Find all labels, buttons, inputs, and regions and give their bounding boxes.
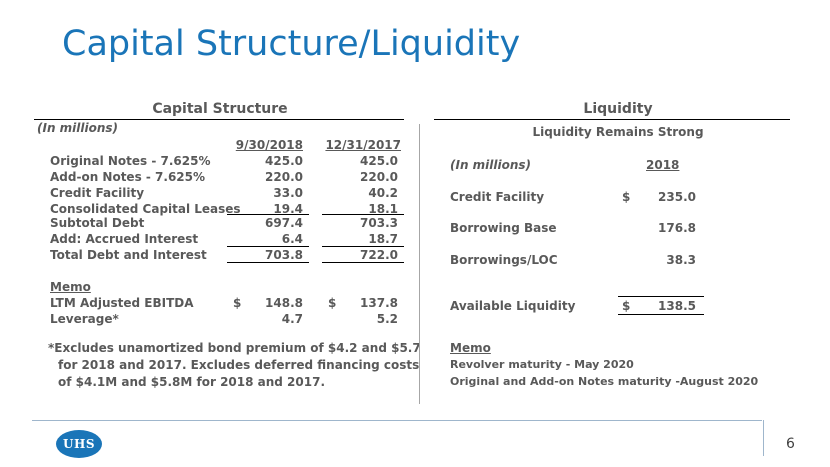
liquidity-row-label: Borrowing Base — [450, 221, 557, 235]
row-value-2017: 425.0 — [360, 154, 398, 168]
page-title: Capital Structure/Liquidity — [62, 24, 521, 64]
liquidity-row-currency: $ — [622, 190, 631, 204]
row-value-2018: 703.8 — [265, 248, 303, 262]
capital-structure-rule — [34, 119, 404, 120]
revolver-maturity: Revolver maturity - May 2020 — [450, 358, 634, 371]
footnote-line-2: for 2018 and 2017. Excludes deferred financing costs — [58, 358, 420, 372]
liquidity-heading: Liquidity — [583, 101, 653, 117]
leverage-label: Leverage* — [50, 312, 119, 326]
logo-text: UHS — [63, 437, 95, 451]
row-value-2017: 722.0 — [360, 248, 398, 262]
row-label: Consolidated Capital Leases — [50, 202, 241, 216]
ebitda-currency-2018: $ — [233, 296, 242, 310]
row-value-2017: 40.2 — [368, 186, 398, 200]
available-liquidity-label: Available Liquidity — [450, 299, 576, 313]
uhs-logo — [56, 430, 102, 458]
row-label: Add: Accrued Interest — [50, 232, 199, 246]
leverage-value-2018: 4.7 — [281, 312, 303, 326]
row-value-2018: 33.0 — [273, 186, 303, 200]
leverage-value-2017: 5.2 — [376, 312, 398, 326]
available-liquidity-value: 138.5 — [658, 299, 696, 313]
row-value-2018: 6.4 — [281, 232, 303, 246]
liquidity-row-value: 176.8 — [658, 221, 696, 235]
footer-rule — [32, 420, 762, 421]
liquidity-year: 2018 — [646, 158, 680, 172]
col-header-2017: 12/31/2017 — [325, 138, 401, 152]
liquidity-row-value: 38.3 — [666, 253, 696, 267]
row-value-2017: 18.7 — [368, 232, 398, 246]
page-number: 6 — [786, 436, 795, 452]
footnote-line-3: of $4.1M and $5.8M for 2018 and 2017. — [58, 375, 326, 389]
liquidity-row-label: Credit Facility — [450, 190, 545, 204]
notes-maturity: Original and Add-on Notes maturity -August 2020 — [450, 375, 759, 388]
capital-structure-heading: Capital Structure — [152, 101, 288, 117]
liquidity-rule — [434, 119, 790, 120]
available-liquidity-currency: $ — [622, 299, 631, 313]
liquidity-memo-label: Memo — [450, 341, 491, 355]
capital-memo-label: Memo — [50, 280, 91, 294]
ebitda-label: LTM Adjusted EBITDA — [50, 296, 194, 310]
row-value-2018: 19.4 — [273, 202, 303, 216]
row-label: Original Notes - 7.625% — [50, 154, 211, 168]
row-value-2017: 220.0 — [360, 170, 398, 184]
total-rule-2018 — [227, 246, 309, 247]
available-rule-bottom — [618, 314, 704, 315]
liquidity-row-value: 235.0 — [658, 190, 696, 204]
row-value-2017: 18.1 — [368, 202, 398, 216]
liquidity-row-label: Borrowings/LOC — [450, 253, 558, 267]
row-value-2018: 425.0 — [265, 154, 303, 168]
column-divider — [419, 124, 420, 404]
footer-divider — [763, 420, 764, 456]
capital-units: (In millions) — [37, 121, 119, 135]
row-value-2018: 220.0 — [265, 170, 303, 184]
liquidity-subheading: Liquidity Remains Strong — [532, 125, 704, 139]
ebitda-value-2018: 148.8 — [265, 296, 303, 310]
liquidity-units: (In millions) — [450, 158, 532, 172]
row-label: Credit Facility — [50, 186, 145, 200]
available-rule-top — [618, 296, 704, 297]
row-label: Add-on Notes - 7.625% — [50, 170, 206, 184]
footnote-line-1: *Excludes unamortized bond premium of $4.2 and $5.7 — [48, 341, 421, 355]
ebitda-currency-2017: $ — [328, 296, 337, 310]
subtotal-rule-2017 — [322, 214, 404, 215]
col-header-2018: 9/30/2018 — [235, 138, 303, 152]
ebitda-value-2017: 137.8 — [360, 296, 398, 310]
total-rule-2017 — [322, 246, 404, 247]
row-label: Subtotal Debt — [50, 216, 145, 230]
row-value-2017: 703.3 — [360, 216, 398, 230]
total-underline-2018 — [227, 262, 309, 263]
total-underline-2017 — [322, 262, 404, 263]
row-value-2018: 697.4 — [265, 216, 303, 230]
subtotal-rule-2018 — [227, 214, 309, 215]
row-label: Total Debt and Interest — [50, 248, 207, 262]
